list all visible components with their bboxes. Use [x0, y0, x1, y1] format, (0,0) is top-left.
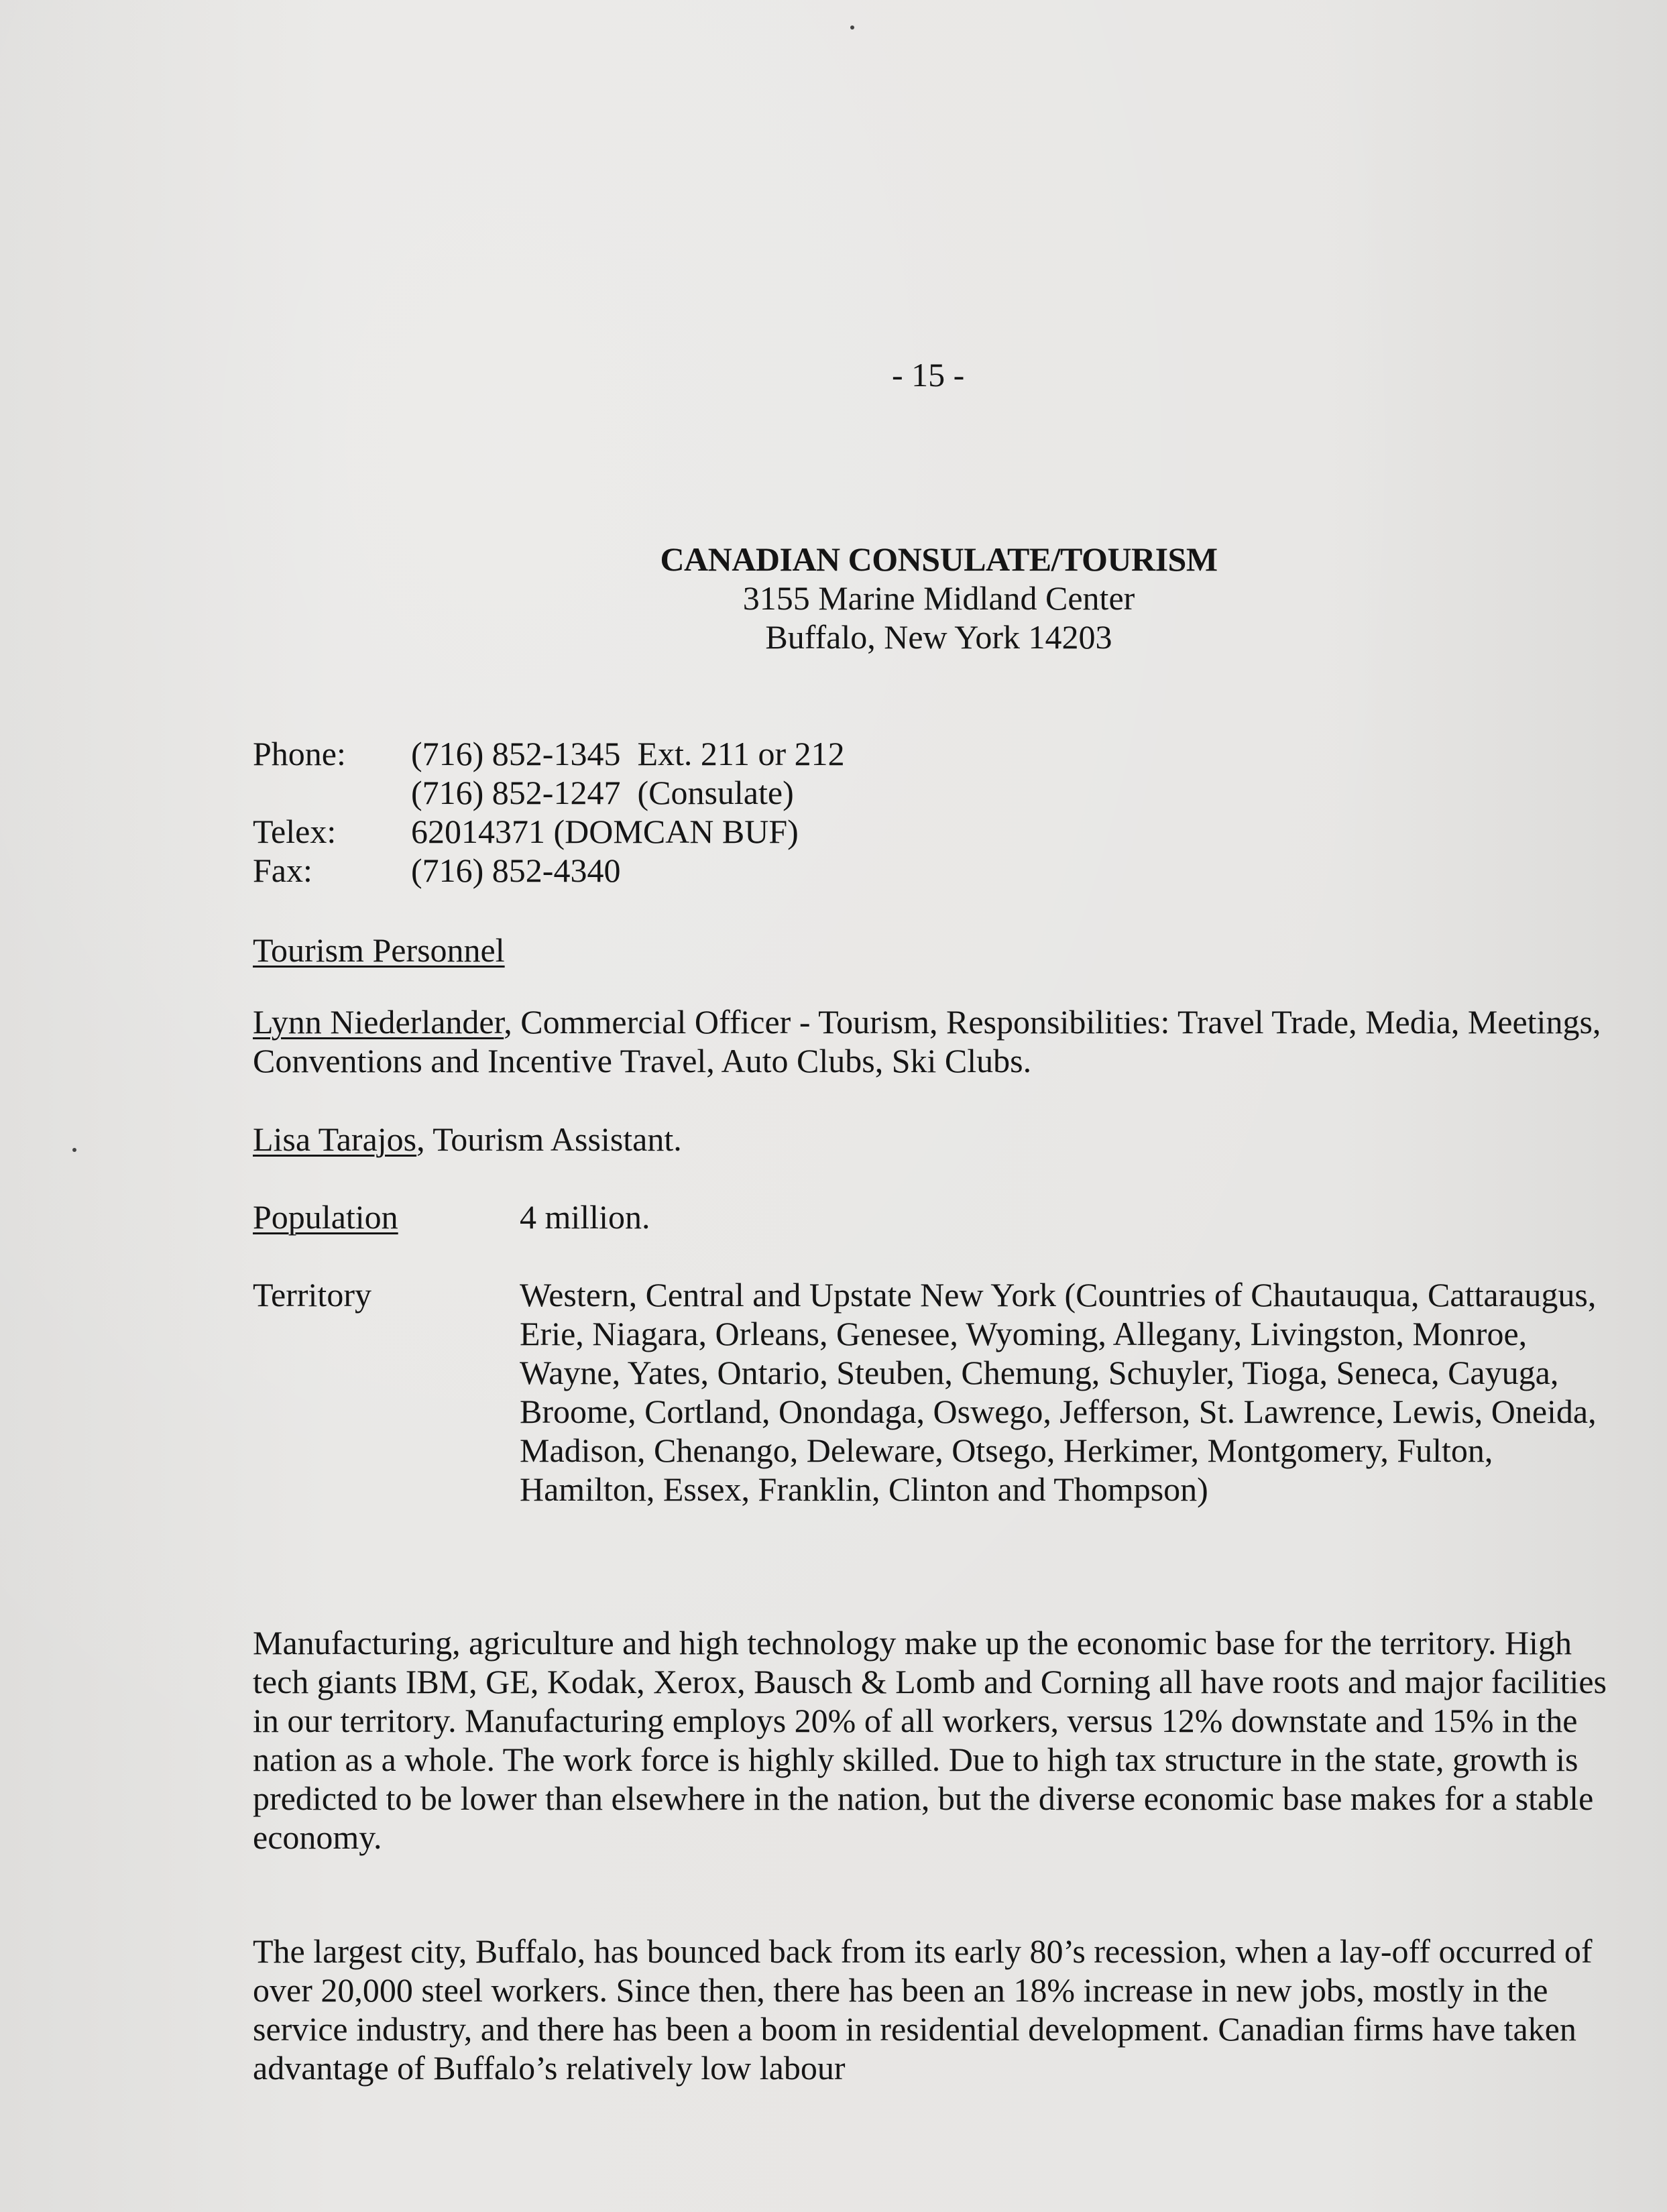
- fax-value: (716) 852-4340: [411, 852, 621, 889]
- person-name: Lisa Tarajos: [253, 1120, 417, 1158]
- tourism-personnel-heading: Tourism Personnel: [253, 931, 505, 969]
- page-number: - 15 -: [892, 356, 965, 394]
- personnel-entry-2: [253, 1120, 1614, 1159]
- phone-label: Phone:: [253, 735, 346, 772]
- telex-row: [253, 812, 845, 851]
- person-description: , Tourism Assistant.: [416, 1120, 682, 1158]
- letterhead: [469, 540, 1408, 656]
- population-label-cell: [253, 1198, 520, 1236]
- section-heading: [253, 931, 1614, 970]
- person-description: , Commercial Officer - Tourism, Responsibilities: Travel Trade, Media, Meetings, Conventions and Incentive Travel, Auto Clubs, Ski Clubs.: [253, 1003, 1601, 1080]
- phone-value-2: (716) 852-1247 (Consulate): [411, 774, 794, 811]
- population-value: 4 million.: [520, 1198, 650, 1236]
- person-name: Lynn Niederlander: [253, 1003, 504, 1041]
- phone-row-2: [253, 773, 845, 812]
- phone-row: [253, 734, 845, 773]
- population-label: Population: [253, 1198, 398, 1236]
- territory-row: [253, 1275, 1619, 1509]
- territory-label: Territory: [253, 1276, 371, 1314]
- population-row: [253, 1198, 1619, 1236]
- territory-value: Western, Central and Upstate New York (Countries of Chautauqua, Cattaraugus, Erie, Niagara, Orleans, Genesee, Wyoming, Allegany, Livingston, Monroe, Wayne, Yates, Ontario, Steuben, Chemung, Schuyler, Tioga, Seneca, Cayuga, Broome, Cortland, Onondaga, Oswego, Jefferson, St. Lawrence, Lewis, Oneida, Madison, Chenango, Deleware, Otsego, Herkimer, Montgomery, Fulton, Hamilton, Essex, Franklin, Clinton and Thompson): [520, 1276, 1597, 1508]
- empty-label: [253, 773, 411, 812]
- fax-label: Fax:: [253, 852, 312, 889]
- telex-label: Telex:: [253, 813, 337, 850]
- phone-value-1: (716) 852-1345 Ext. 211 or 212: [411, 735, 845, 772]
- fax-row: [253, 851, 845, 890]
- address-line-2: Buffalo, New York 14203: [765, 618, 1112, 656]
- contact-block: [253, 734, 845, 890]
- paper-speck: [850, 25, 854, 30]
- paragraph: The largest city, Buffalo, has bounced back from its early 80’s recession, when a lay-off occurred of over 20,000 steel workers. Since then, there has been an 18% increase in new jobs, mostly in the service industry, and there has been a boom in residential development. Canadian firms have taken advantage of Buffalo’s relatively low labour: [253, 1932, 1593, 2087]
- personnel-entry-1: [253, 1002, 1614, 1080]
- paper-speck: [72, 1148, 76, 1152]
- page-title: CANADIAN CONSULATE/TOURISM: [660, 540, 1218, 578]
- telex-value: 62014371 (DOMCAN BUF): [411, 813, 799, 850]
- address-line-1: 3155 Marine Midland Center: [742, 579, 1135, 617]
- paragraph: Manufacturing, agriculture and high technology make up the economic base for the territory. High tech giants IBM, GE, Kodak, Xerox, Bausch & Lomb and Corning all have roots and major facilities in our territory. Manufacturing employs 20% of all workers, versus 12% downstate and 15% in the nation as a whole. The work force is highly skilled. Due to high tax structure in the state, growth is predicted to be lower than elsewhere in the nation, but the diverse economic base makes for a stable economy.: [253, 1624, 1607, 1856]
